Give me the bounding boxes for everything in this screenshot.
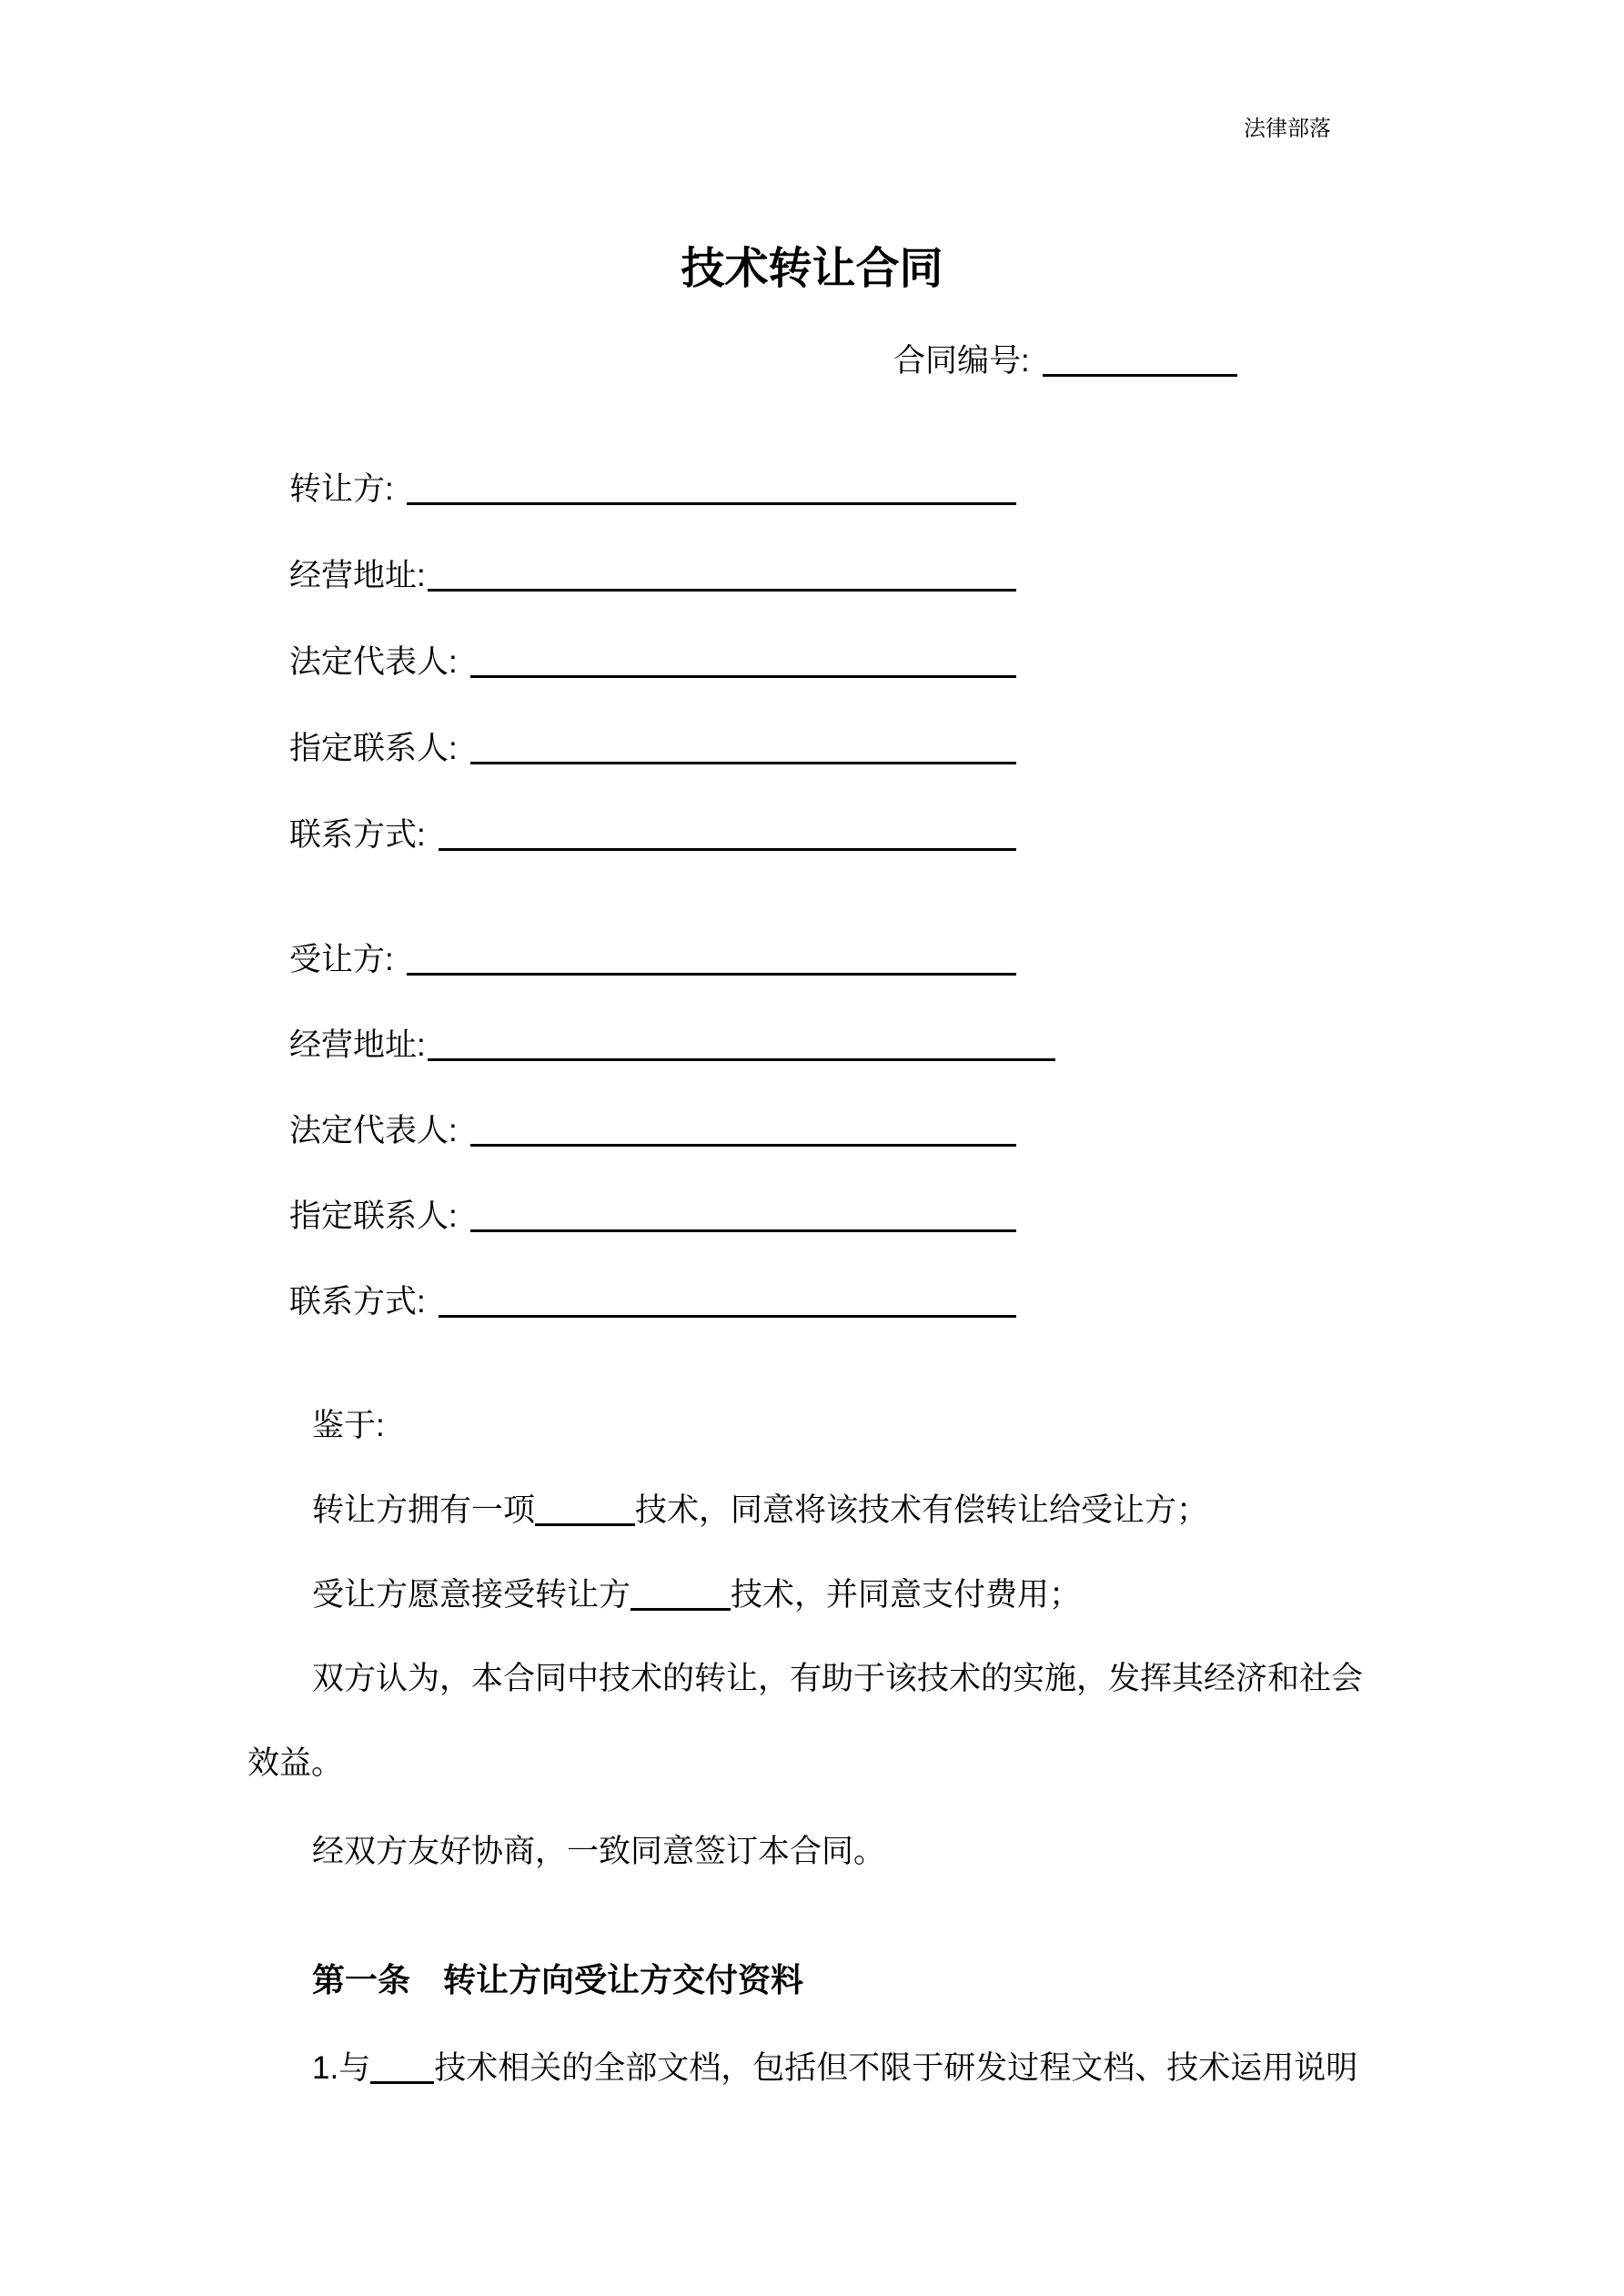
agreement-line: 经双方友好协商，一致同意签订本合同。: [312, 1834, 886, 1869]
technology-name-blank-3[interactable]: [370, 2081, 434, 2084]
transferee-contact-method-row: [289, 1286, 1016, 1318]
article-1-title: 转让方向受让方交付资料: [443, 1961, 804, 1998]
whereas-clause-2-pre: 受让方愿意接受转让方: [312, 1577, 631, 1613]
contract-no-blank[interactable]: [1043, 374, 1237, 377]
transferor-contact-method-row: [289, 819, 1016, 851]
whereas-clause-2: [312, 1579, 1081, 1611]
whereas-clause-1-post: 技术，同意将该技术有偿转让给受让方；: [635, 1492, 1209, 1528]
whereas-clause-3-line-2: 效益。: [247, 1745, 344, 1781]
transferee-contact-person-blank[interactable]: [470, 1229, 1016, 1232]
transferor-contact-person-label: 指定联系人:: [289, 731, 458, 766]
transferor-contact-method-blank[interactable]: [439, 848, 1016, 851]
transferee-contact-person-row: [289, 1200, 1016, 1232]
whereas-lead: 鉴于:: [312, 1408, 385, 1443]
transferor-label: 转让方:: [289, 471, 394, 507]
whereas-clause-2-post: 技术，并同意支付费用；: [731, 1577, 1082, 1613]
transferee-label: 受让方:: [289, 942, 394, 977]
page-title: 技术转让合同: [681, 245, 943, 293]
transferor-address-blank[interactable]: [428, 589, 1016, 592]
transferee-address-row: [289, 1029, 1055, 1061]
brand-text: 法律部落: [1244, 117, 1331, 141]
transferee-legal-rep-label: 法定代表人:: [289, 1113, 458, 1148]
transferee-address-label: 经营地址:: [289, 1027, 426, 1063]
transferor-contact-person-blank[interactable]: [470, 762, 1016, 764]
article-1-number: 第一条: [312, 1961, 411, 1998]
transferee-legal-rep-row: [289, 1115, 1016, 1147]
transferee-address-blank[interactable]: [428, 1058, 1055, 1061]
article-1-heading: [312, 1961, 804, 1998]
transferee-legal-rep-blank[interactable]: [470, 1144, 1016, 1147]
transferee-contact-method-blank[interactable]: [439, 1315, 1016, 1318]
transferee-contact-method-label: 联系方式:: [289, 1284, 426, 1320]
transferor-address-label: 经营地址:: [289, 558, 426, 593]
transferor-contact-person-row: [289, 733, 1016, 764]
whereas-clause-3-line-1: 双方认为，本合同中技术的转让，有助于该技术的实施，发挥其经济和社会: [312, 1661, 1364, 1696]
transferor-row: [289, 473, 1016, 505]
technology-name-blank-2[interactable]: [630, 1608, 731, 1611]
contract-no-row: [893, 345, 1237, 377]
technology-name-blank-1[interactable]: [535, 1523, 635, 1526]
article-1-item-1-post: 技术相关的全部文档，包括但不限于研发过程文档、技术运用说明: [434, 2050, 1358, 2086]
transferee-name-blank[interactable]: [407, 973, 1016, 976]
whereas-clause-1-pre: 转让方拥有一项: [312, 1492, 536, 1528]
article-1-item-1: [312, 2052, 1357, 2084]
transferor-legal-rep-blank[interactable]: [470, 675, 1016, 678]
article-1-item-1-pre: 1.与: [312, 2050, 371, 2086]
transferor-address-row: [289, 560, 1016, 592]
transferee-contact-person-label: 指定联系人:: [289, 1199, 458, 1234]
transferor-name-blank[interactable]: [407, 502, 1016, 505]
transferor-legal-rep-label: 法定代表人:: [289, 644, 458, 680]
transferor-legal-rep-row: [289, 646, 1016, 678]
transferee-row: [289, 944, 1016, 976]
whereas-clause-1: [312, 1494, 1208, 1526]
transferor-contact-method-label: 联系方式:: [289, 817, 426, 853]
contract-no-label: 合同编号:: [893, 343, 1030, 379]
